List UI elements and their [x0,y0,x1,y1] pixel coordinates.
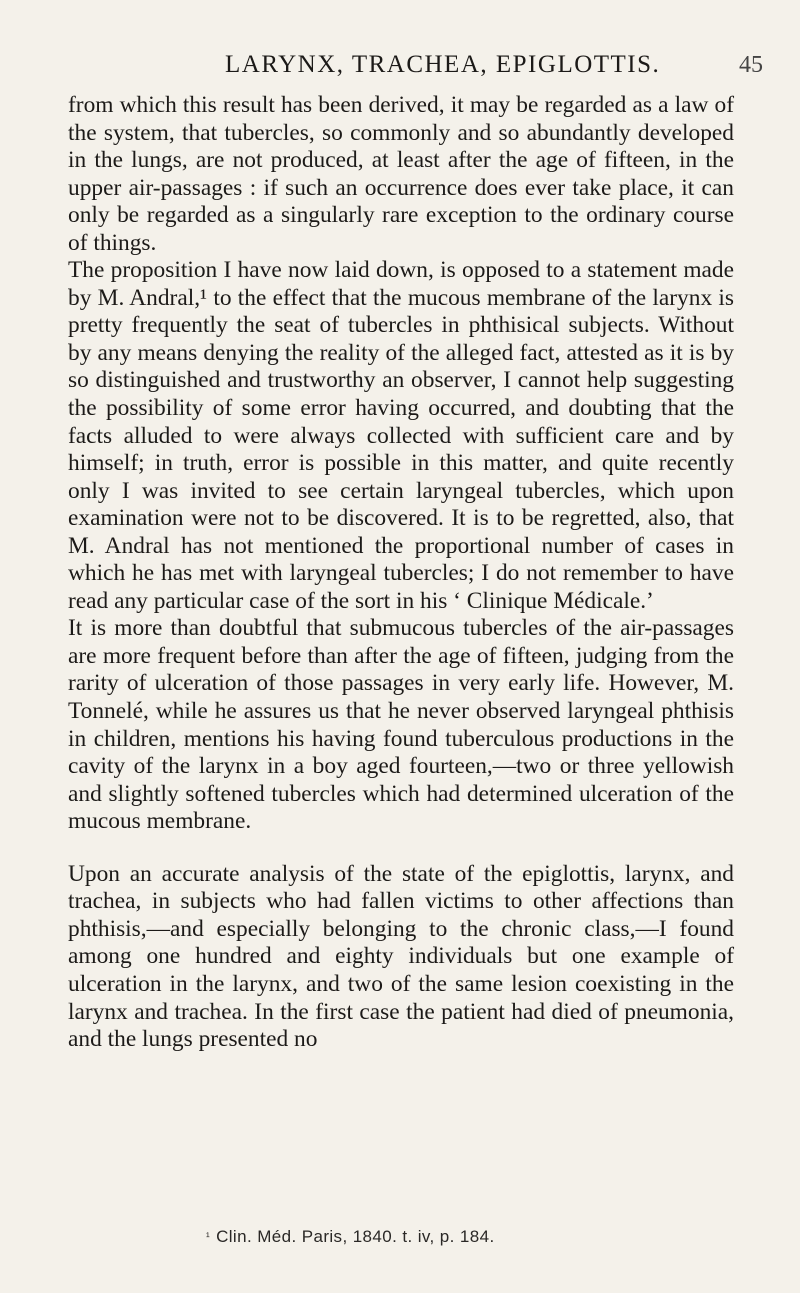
running-header [0,44,800,84]
running-title: LARYNX, TRACHEA, EPIGLOTTIS. [225,51,661,78]
footnote-text: Clin. Méd. Paris, 1840. t. iv, p. 184. [216,1227,495,1246]
footnote [206,1226,495,1248]
scan-artifact [649,1236,762,1284]
paragraph-continuation: from which this result has been derived, it may be regarded as a law of the system, that tubercles, so commonly and so abundantly developed in the lungs, are not produced, at least after the age of fifteen, in the upper air-passages : if such an occurrence does ever take place, it can only be regarded as a singularly rare exception to the ordinary course of things. [68,92,734,256]
paragraph-andral: The proposition I have now laid down, is opposed to a statement made by M. Andral,¹ to the effect that the mucous membrane of the larynx is pretty frequently the seat of tubercles in phthisical subjects. Without by any means denying the reality of the alleged fact, attested as it is by so distinguished and trustworthy an observer, I cannot help suggesting the possibility of some error having occurred, and doubting that the facts alluded to were always collected with sufficient care and by himself; in truth, error is possible in this matter, and quite recently only I was invited to see certain laryngeal tubercles, which upon examination were not to be discovered. It is to be regretted, also, that M. Andral has not mentioned the proportional number of cases in which he has met with laryngeal tubercles; I do not remember to have read any particular case of the sort in his ‘ Clinique Médicale.’ [68,257,734,614]
page-number: 45 [739,52,763,78]
footnote-marker: ¹ [206,1231,211,1243]
paragraph-submucous-tubercles: It is more than doubtful that submucous tubercles of the air-passages are more frequent before than after the age of fifteen, judging from the rarity of ulceration of those passages in very early life. However, M. Tonnelé, while he assures us that he never observed laryngeal phthisis in children, mentions his having found tuberculous productions in the cavity of the larynx in a boy aged fourteen,—two or three yellowish and slightly softened tubercles which had determined ulceration of the mucous membrane. [68,615,734,835]
paragraph-analysis: Upon an accurate analysis of the state of the epiglottis, larynx, and trachea, in subjects who had fallen victims to other affections than phthisis,—and especially belonging to the chronic class,—I found among one hundred and eighty individuals but one example of ulceration in the larynx, and two of the same lesion coexisting in the larynx and trachea. In the first case the patient had died of pneumonia, and the lungs presented no [68,860,734,1053]
body-text [68,92,734,1054]
